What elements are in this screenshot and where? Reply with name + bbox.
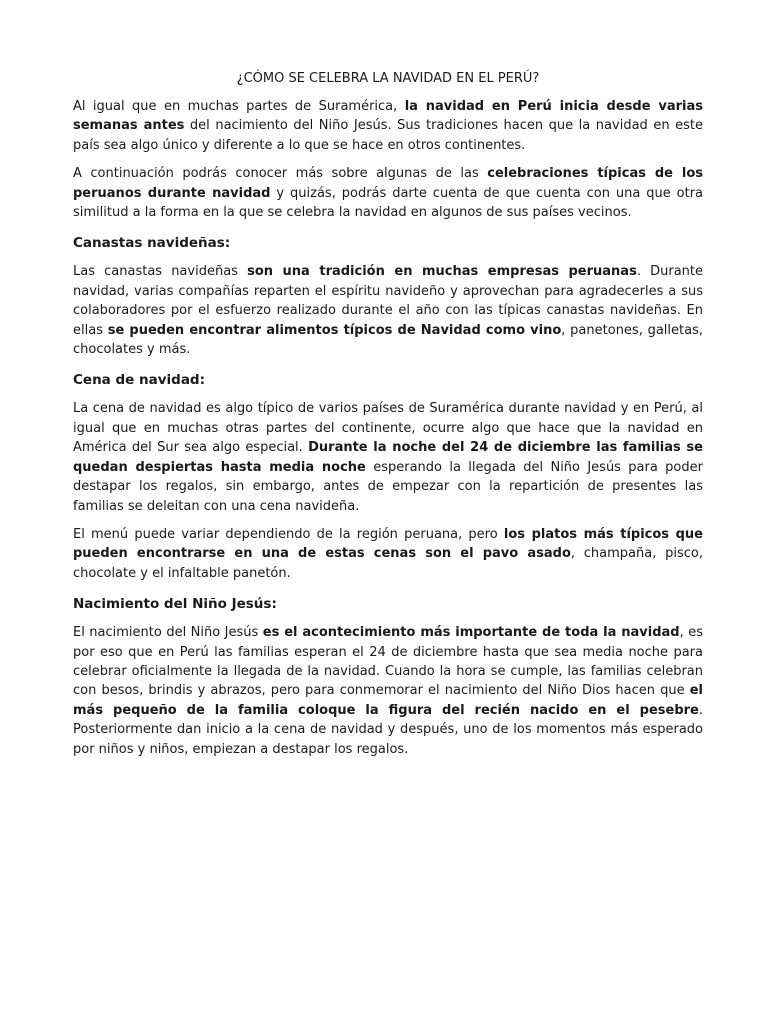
section-heading-nacimiento: Nacimiento del Niño Jesús: — [73, 596, 277, 613]
bold-text: la navidad en Perú inicia desde varias semanas antes — [73, 99, 703, 134]
paragraph-text: El nacimiento del Niño Jesús — [73, 625, 263, 641]
paragraph-continuation — [73, 164, 703, 222]
paragraph-text: El menú puede variar dependiendo de la región peruana, pero — [73, 526, 504, 542]
paragraph-text: y quizás, podrás darte cuenta de que cuenta con una que otra similitud a la forma en la que se celebra la navidad en algunos de sus países vecinos. — [73, 185, 703, 221]
paragraph-text: esperando la llegada del Niño Jesús para poder destapar los regalos, sin embargo, antes de empezar con la repartición de presentes las familias se deleitan con una cena navideña. — [73, 459, 703, 514]
bold-text: Durante la noche del 24 de diciembre las familias se quedan despiertas hasta media noche — [73, 440, 703, 475]
paragraph-text: , panetones, galletas, chocolates y más. — [73, 322, 703, 358]
paragraph-text: . Durante navidad, varias compañías reparten el espíritu navideño y aprovechan para agradecerles a sus colaboradores por el esfuerzo realizado durante el año con las típicas canastas navideñas. En ellas — [73, 264, 703, 338]
bold-text: los platos más típicos que pueden encontrarse en una de estas cenas son el pavo asado — [73, 526, 703, 562]
paragraph-text: La cena de navidad es algo típico de varios países de Suramérica durante navidad y en Perú, al igual que en muchas otras partes del continente, ocurre algo que hace que la navidad en América del Sur sea algo especial. — [73, 401, 703, 456]
bold-text: celebraciones típicas de los peruanos durante navidad — [73, 166, 703, 201]
paragraph-text: del nacimiento del Niño Jesús. Sus tradiciones hacen que la navidad en este país sea algo único y diferente a lo que se hace en otros continentes. — [73, 118, 703, 153]
bold-text: se pueden encontrar alimentos típicos de Navidad como vino — [107, 322, 562, 338]
paragraph-text: , es por eso que en Perú las familias esperan el 24 de diciembre hasta que sea media noche para celebrar oficialmente la llegada de la navidad. Cuando la hora se cumple, las familias celebran con besos, brindis y abrazos, pero para conmemorar el nacimiento del Niño Dios hacen que — [73, 625, 703, 699]
section-heading-cena: Cena de navidad: — [73, 372, 205, 389]
paragraph-cena-2 — [73, 525, 703, 583]
paragraph-text: A continuación podrás conocer más sobre algunas de las — [73, 166, 488, 182]
paragraph-nacimiento — [73, 623, 703, 759]
bold-text: es el acontecimiento más importante de toda la navidad — [262, 625, 680, 641]
bold-text: son una tradición en muchas empresas peruanas — [247, 264, 637, 280]
paragraph-text: Al igual que en muchas partes de Suramérica, — [73, 99, 405, 114]
paragraph-intro — [73, 97, 703, 155]
paragraph-text: , champaña, pisco, chocolate y el infaltable panetón. — [73, 546, 703, 581]
section-heading-canastas: Canastas navideñas: — [73, 235, 231, 252]
paragraph-text: . Posteriormente dan inicio a la cena de navidad y después, uno de los momentos más esperado por niños y niños, empiezan a destapar los regalos. — [73, 702, 703, 757]
document-title: ¿CÓMO SE CELEBRA LA NAVIDAD EN EL PERÚ? — [236, 71, 540, 86]
paragraph-cena-1 — [73, 399, 703, 515]
document-body — [73, 70, 703, 768]
paragraph-text: Las canastas navideñas — [73, 264, 248, 280]
paragraph-canastas — [73, 262, 703, 359]
bold-text: el más pequeño de la familia coloque la figura del recién nacido en el pesebre — [73, 683, 703, 718]
